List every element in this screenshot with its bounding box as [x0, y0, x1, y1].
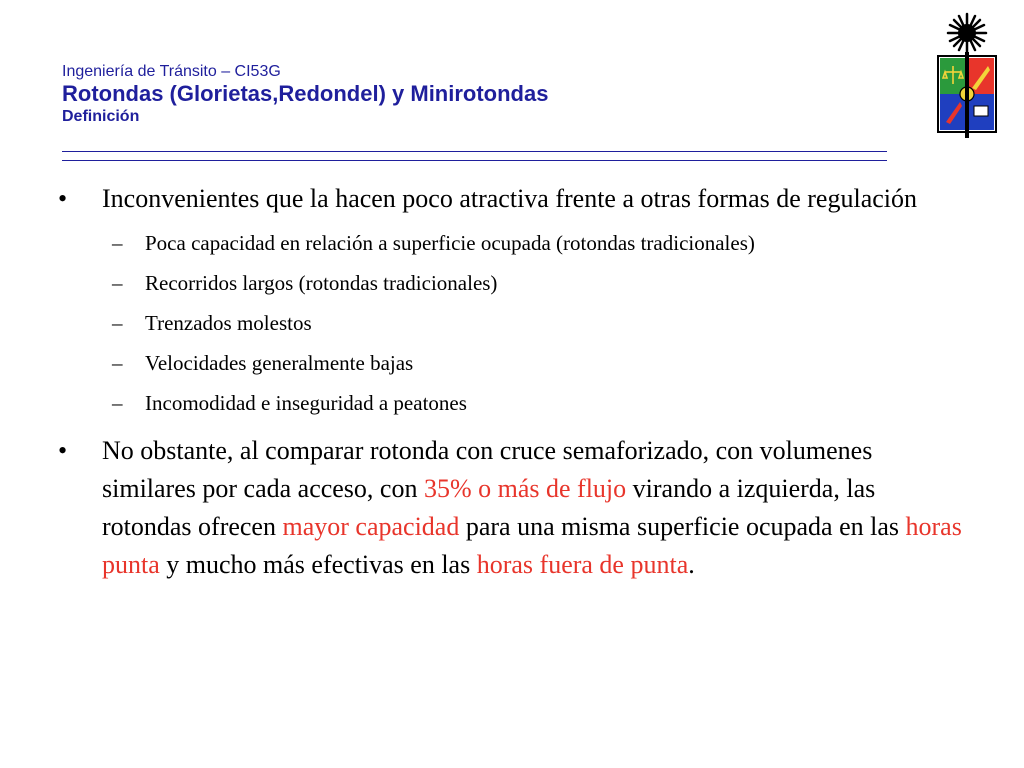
slide-body — [58, 180, 968, 584]
sub-item-text: Incomodidad e inseguridad a peatones — [145, 391, 467, 415]
dash-mark: – — [112, 311, 123, 335]
dash-mark: – — [112, 231, 123, 255]
sub-item — [112, 309, 968, 338]
highlight-text: horas punta — [102, 512, 962, 579]
highlight-text: horas fuera de punta — [476, 550, 689, 579]
slide-subtitle: Definición — [62, 108, 140, 125]
sub-item-text: Velocidades generalmente bajas — [145, 351, 414, 375]
bullet-mark: • — [58, 436, 68, 465]
bullet-mark: • — [58, 184, 68, 213]
university-crest-icon — [932, 10, 1002, 138]
bullet-item — [58, 432, 968, 584]
course-title: Ingeniería de Tránsito – CI53G — [62, 63, 281, 80]
dash-mark: – — [112, 391, 123, 415]
text-segment: . — [688, 550, 695, 579]
sub-item — [112, 269, 968, 298]
bullet-text: Inconvenientes que la hacen poco atractiva frente a otras formas de regulación — [102, 184, 918, 213]
bullet-item — [58, 180, 968, 218]
header-divider-bottom — [62, 160, 887, 161]
text-segment: para una misma superficie ocupada en las — [459, 512, 906, 541]
sub-item-text: Poca capacidad en relación a superficie ocupada (rotondas tradicionales) — [145, 231, 755, 255]
bullet-text — [102, 432, 968, 584]
sub-item — [112, 389, 968, 418]
dash-mark: – — [112, 351, 123, 375]
text-segment: virando a izquierda, las rotondas ofrecen — [102, 474, 876, 541]
highlight-text: mayor capacidad — [282, 512, 460, 541]
text-segment: y mucho más efectivas en las — [159, 550, 477, 579]
slide-header — [62, 62, 548, 127]
slide-title: Rotondas (Glorietas,Redondel) y Minirotondas — [62, 81, 549, 106]
sub-item-text: Trenzados molestos — [145, 311, 312, 335]
header-divider-top — [62, 151, 887, 152]
sub-item — [112, 349, 968, 378]
sub-item-text: Recorridos largos (rotondas tradicionales) — [145, 271, 498, 295]
sub-item — [112, 229, 968, 258]
text-segment: No obstante, al comparar rotonda con cruce semaforizado, con volumenes similares por cada acceso, con — [102, 436, 873, 503]
dash-mark: – — [112, 271, 123, 295]
highlight-text: 35% o más de flujo — [423, 474, 627, 503]
